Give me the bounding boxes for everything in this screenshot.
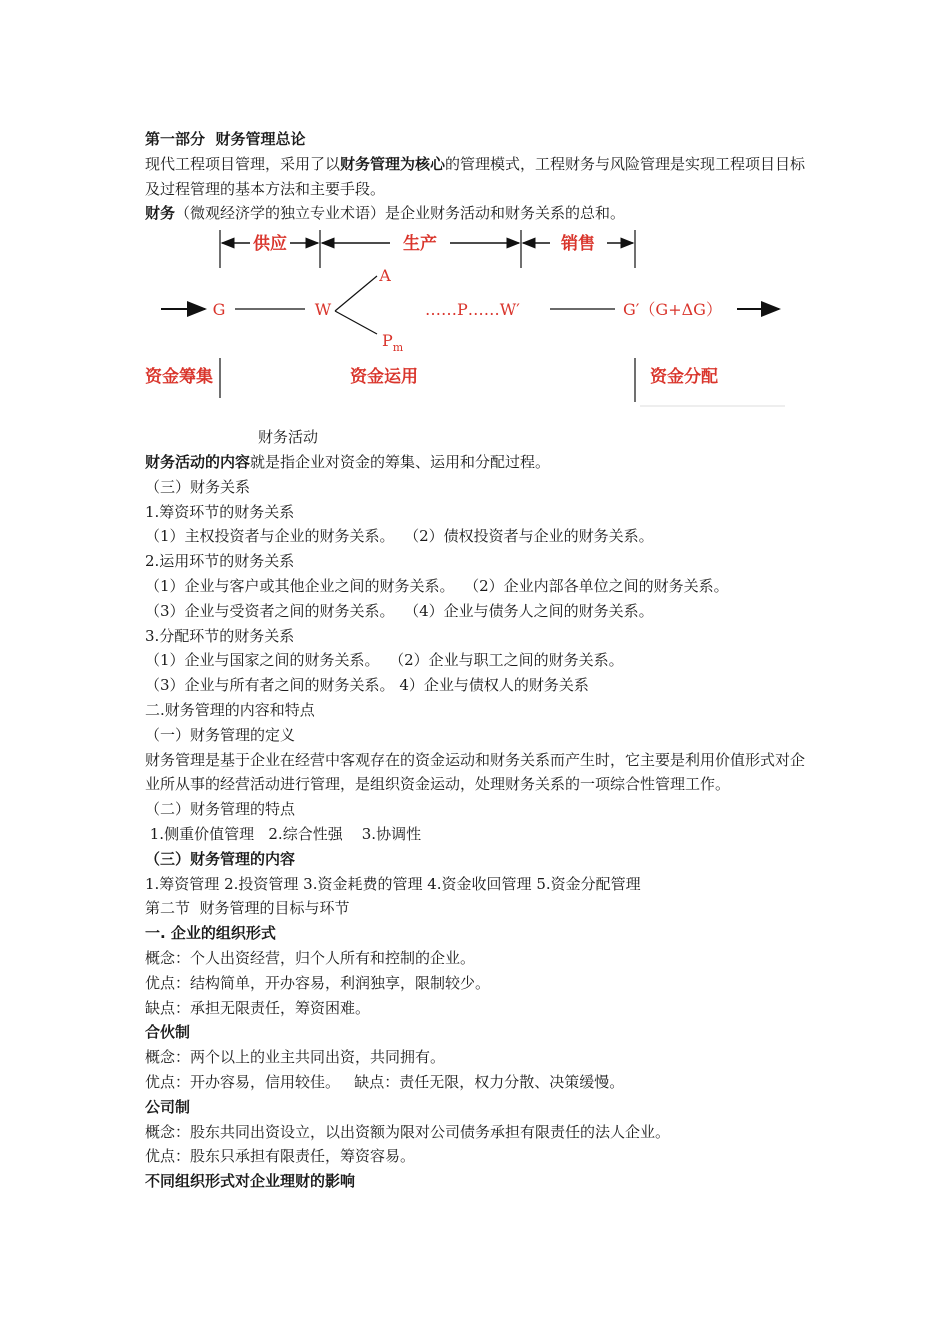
node-p: $P_m$ (382, 331, 404, 354)
text-line: （3）企业与受资者之间的财务关系。 （4）企业与债务人之间的财务关系。 (145, 601, 654, 620)
intro-post: 的管理模式，工程财务与风险管理是实现工程项目目标及过程管理的基本方法和主要手段。 (145, 154, 806, 198)
text-line: （1）企业与国家之间的财务关系。 （2）企业与职工之间的财务关系。 (145, 651, 624, 670)
intro-bold: 财务管理为核心 (340, 154, 446, 173)
label-fund-raising: 资金筹集 (145, 367, 213, 387)
node-chain: ……P……W′ (425, 300, 520, 319)
text-line: （3）企业与所有者之间的财务关系。 4）企业与债权人的财务关系 (145, 676, 589, 695)
text-line: 缺点：承担无限责任，筹资困难。 (145, 998, 371, 1017)
diagram-caption: 财务活动 (258, 428, 319, 446)
intro-pre: 现代工程项目管理，采用了以 (145, 154, 341, 173)
text-line: 优点：股东只承担有限责任，筹资容易。 (145, 1147, 416, 1166)
text-line: （1）企业与客户或其他企业之间的财务关系。 （2）企业内部各单位之间的财务关系。 (145, 576, 729, 595)
stage-supply-label: 供应 (253, 234, 287, 254)
node-w: W (314, 300, 332, 319)
finance-definition-text: （微观经济学的独立专业术语）是企业财务活动和财务关系的总和。 (175, 204, 626, 223)
text-line: （二）财务管理的特点 (145, 800, 296, 819)
impact-heading: 不同组织形式对企业理财的影响 (145, 1172, 356, 1191)
text-line: 1.侧重价值管理 2.综合性强 3.协调性 (145, 824, 422, 843)
node-a: A (379, 266, 391, 285)
text-line: 3.分配环节的财务关系 (145, 626, 295, 645)
intro-paragraph (145, 152, 815, 202)
label-fund-use: 资金运用 (350, 367, 418, 387)
section-heading: 第二节 财务管理的目标与环节 (145, 899, 350, 918)
activity-content (145, 450, 815, 475)
company-heading: 公司制 (145, 1097, 191, 1116)
branch-down (335, 311, 377, 334)
body-text (145, 450, 815, 1194)
text-line: 2.运用环节的财务关系 (145, 552, 295, 571)
part-heading: 第一部分 财务管理总论 (145, 130, 306, 148)
text-line: 概念：两个以上的业主共同出资，共同拥有。 (145, 1048, 446, 1067)
content-list: 1.筹资管理 2.投资管理 3.资金耗费的管理 4.资金收回管理 5.资金分配管理 (145, 874, 641, 893)
stage-production-label: 生产 (403, 234, 437, 254)
partnership-heading: 合伙制 (145, 1023, 191, 1042)
text-line: 1.筹资环节的财务关系 (145, 502, 295, 521)
stage-sales-label: 销售 (561, 234, 595, 254)
text-line: （一）财务管理的定义 (145, 725, 296, 744)
top-text-block (145, 127, 815, 226)
org-form-heading: 一. 企业的组织形式 (145, 924, 276, 943)
text-line: 二.财务管理的内容和特点 (145, 700, 315, 719)
text-line: 概念：个人出资经营，归个人所有和控制的企业。 (145, 948, 476, 967)
text-line: （1）主权投资者与企业的财务关系。 （2）债权投资者与企业的财务关系。 (145, 527, 654, 546)
text-line: 优点：开办容易，信用较佳。 缺点：责任无限，权力分散、决策缓慢。 (145, 1072, 625, 1091)
finance-definition (145, 201, 815, 226)
text-line: 优点：结构简单，开办容易，利润独享，限制较少。 (145, 973, 491, 992)
label-fund-distribution: 资金分配 (650, 367, 718, 387)
finance-term: 财务 (145, 204, 176, 223)
activity-term: 财务活动的内容 (145, 453, 251, 471)
activity-text: 就是指企业对资金的筹集、运用和分配过程。 (250, 453, 551, 471)
finance-activity-diagram (145, 226, 795, 412)
node-g: G (212, 300, 226, 319)
text-line: 概念：股东共同出资设立，以出资额为限对公司债务承担有限责任的法人企业。 (145, 1122, 671, 1141)
text-line: （三）财务关系 (145, 477, 251, 496)
branch-up (335, 276, 377, 311)
node-g-prime: G′（G+ΔG） (623, 300, 722, 319)
content-heading: （三）财务管理的内容 (145, 849, 296, 868)
fm-definition-paragraph: 财务管理是基于企业在经营中客观存在的资金运动和财务关系而产生时，它主要是利用价值形式对企业所从事的经营活动进行管理，是组织资金运动，处理财务关系的一项综合性管理工作。 (145, 750, 806, 794)
